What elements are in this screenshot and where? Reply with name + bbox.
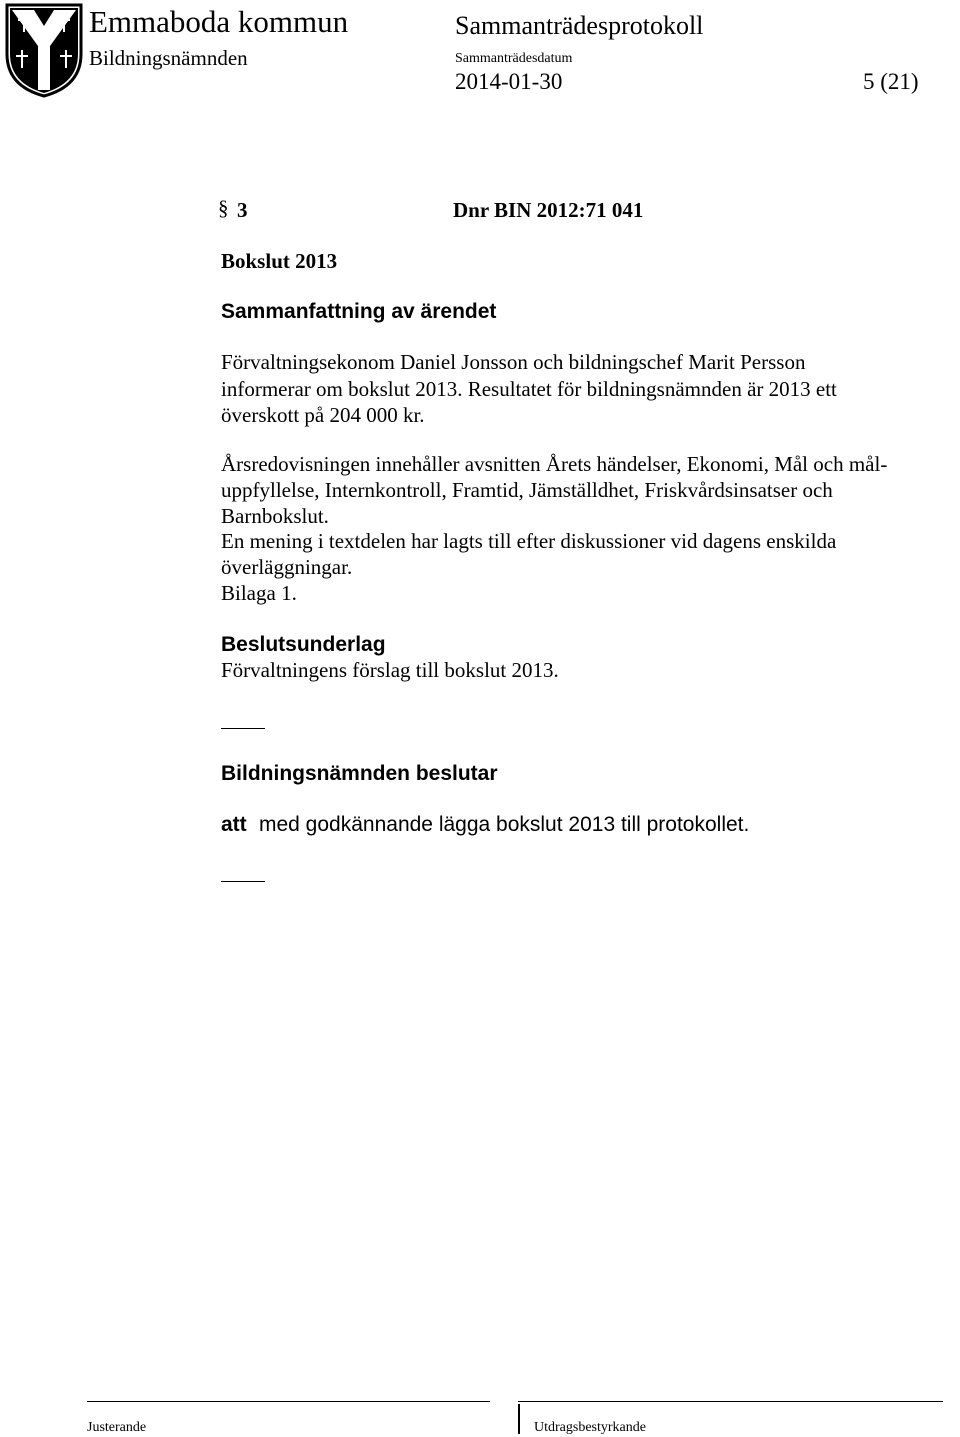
separator-dash (221, 881, 265, 882)
decision-basis-text: Förvaltningens förslag till bokslut 2013. (221, 658, 559, 682)
footer-label-utdragsbestyrkande: Utdragsbestyrkande (534, 1420, 646, 1435)
page-number: 5 (21) (863, 69, 919, 94)
meeting-date-label: Sammanträdesdatum (455, 51, 573, 66)
footer-divider (518, 1404, 520, 1434)
organization-name: Emmaboda kommun (89, 4, 349, 39)
case-title: Bokslut 2013 (221, 249, 338, 273)
summary-line: informerar om bokslut 2013. Resultatet för bildningsnämnden är 2013 ett (221, 376, 837, 401)
section-number: 3 (237, 198, 248, 222)
report-line: Årsredovisningen innehåller avsnitten Årets händelser, Ekonomi, Mål och mål- (221, 452, 888, 476)
summary-paragraph (221, 349, 837, 429)
separator-dash (221, 728, 265, 729)
summary-heading: Sammanfattning av ärendet (221, 300, 497, 323)
report-line: Bilaga 1. (221, 580, 297, 605)
decision-heading: Bildningsnämnden beslutar (221, 762, 498, 785)
decision-text: med godkännande lägga bokslut 2013 till protokollet. (259, 813, 750, 836)
report-line: En mening i textdelen har lagts till efter diskussioner vid dagens enskilda (221, 529, 837, 554)
report-line: uppfyllelse, Internkontroll, Framtid, Jämställdhet, Friskvårdsinsatser och (221, 477, 833, 502)
summary-line: Förvaltningsekonom Daniel Jonsson och bildningschef Marit Persson (221, 350, 806, 374)
meeting-date: 2014-01-30 (455, 69, 563, 94)
document-type: Sammanträdesprotokoll (455, 11, 704, 40)
municipality-coat-of-arms-logo (4, 2, 84, 98)
footer-signature-line-right (518, 1401, 943, 1402)
annual-report-paragraph (221, 452, 887, 607)
department-name: Bildningsnämnden (89, 46, 248, 70)
report-line: Barnbokslut. (221, 503, 329, 528)
footer-signature-line-left (87, 1401, 490, 1402)
decision-att-keyword: att (221, 813, 247, 836)
case-number: Dnr BIN 2012:71 041 (453, 198, 644, 222)
section-symbol: § (218, 196, 229, 220)
report-line: överläggningar. (221, 555, 353, 580)
decision-basis-heading: Beslutsunderlag (221, 633, 386, 656)
footer-label-justerande: Justerande (87, 1420, 147, 1435)
summary-line: överskott på 204 000 kr. (221, 403, 425, 427)
